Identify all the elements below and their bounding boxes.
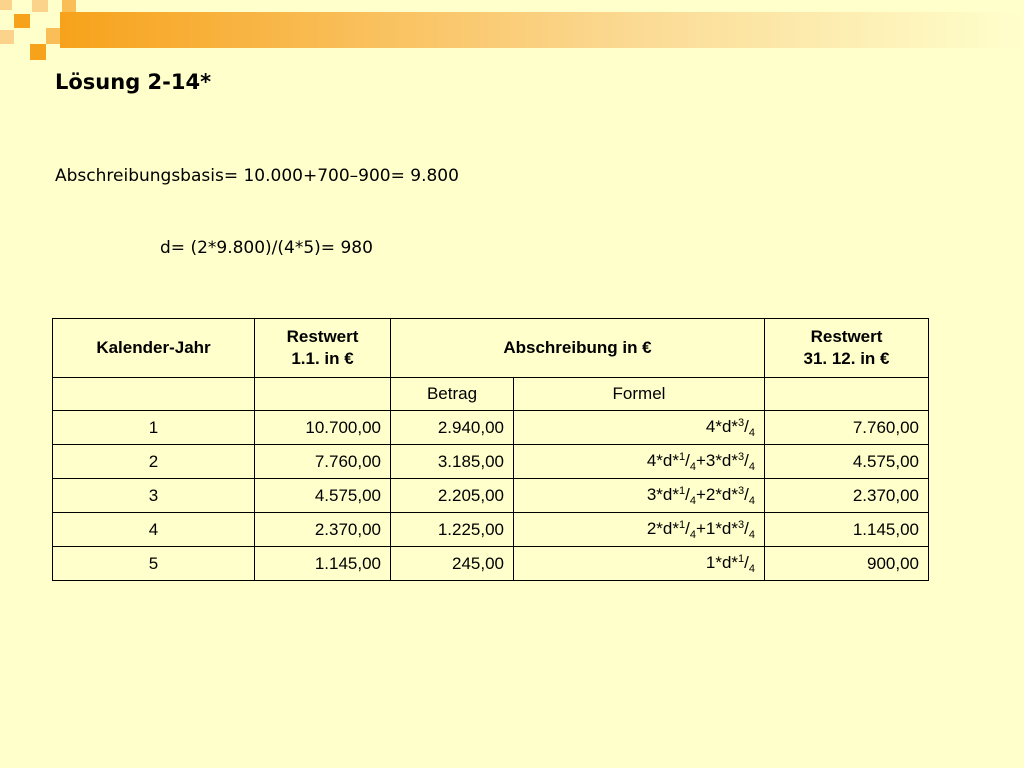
- cell-restwert-start: 1.145,00: [255, 547, 391, 581]
- cell-formel: [514, 445, 765, 479]
- cell-restwert-start: 4.575,00: [255, 479, 391, 513]
- table-row: [53, 513, 929, 547]
- deco-square: [32, 0, 48, 12]
- formula-text: +3*d*: [695, 450, 739, 470]
- cell-betrag: 2.205,00: [391, 479, 514, 513]
- table-body: [53, 411, 929, 581]
- header-restwert-start-line2: 1.1. in €: [291, 349, 354, 368]
- subheader-empty: [255, 378, 391, 411]
- header-band: [0, 0, 1024, 60]
- cell-restwert-end: 7.760,00: [765, 411, 929, 445]
- cell-betrag: 245,00: [391, 547, 514, 581]
- formula-text: +1*d*: [695, 518, 739, 538]
- deco-square: [0, 30, 14, 44]
- cell-formel: [514, 547, 765, 581]
- cell-betrag: 1.225,00: [391, 513, 514, 547]
- cell-restwert-start: 2.370,00: [255, 513, 391, 547]
- subheader-betrag: Betrag: [391, 378, 514, 411]
- formula-subscript: 4: [748, 426, 755, 439]
- formula-subscript: 4: [748, 562, 755, 575]
- table-subheader-row: [53, 378, 929, 411]
- header-abschreibung: Abschreibung in €: [391, 319, 765, 378]
- formula-text: /: [744, 518, 749, 538]
- formula-text: 2*d*: [646, 518, 679, 538]
- formula-text: /: [744, 450, 749, 470]
- cell-restwert-start: 10.700,00: [255, 411, 391, 445]
- formula-superscript: 1: [738, 552, 745, 565]
- deco-square: [30, 44, 46, 60]
- formula-superscript: 1: [678, 450, 686, 463]
- table-row: [53, 547, 929, 581]
- table-row: [53, 411, 929, 445]
- cell-year: 5: [53, 547, 255, 581]
- header-restwert-end-line2: 31. 12. in €: [803, 349, 890, 368]
- formula-superscript: 1: [678, 518, 686, 531]
- formula-superscript: 3: [738, 484, 745, 497]
- formula-text: /: [685, 484, 690, 504]
- cell-restwert-start: 7.760,00: [255, 445, 391, 479]
- formula-subscript: 4: [748, 460, 755, 473]
- cell-restwert-end: 4.575,00: [765, 445, 929, 479]
- cell-formel: [514, 513, 765, 547]
- depreciation-table: [52, 318, 929, 581]
- formula-text: 3*d*: [646, 484, 679, 504]
- formula-text: /: [685, 450, 690, 470]
- formula-subscript: 4: [689, 528, 696, 541]
- formula-text: 1*d*: [705, 552, 739, 572]
- deco-square: [46, 28, 60, 44]
- formula-text: 4*d*: [705, 416, 739, 436]
- cell-year: 2: [53, 445, 255, 479]
- formula-superscript: 3: [738, 416, 745, 429]
- formula-text: /: [744, 416, 749, 436]
- deco-square: [62, 0, 76, 12]
- subheader-empty: [53, 378, 255, 411]
- cell-year: 4: [53, 513, 255, 547]
- slide-title: Lösung 2-14*: [55, 70, 212, 94]
- table-row: [53, 445, 929, 479]
- header-restwert-start-line1: Restwert: [286, 327, 359, 346]
- cell-betrag: 3.185,00: [391, 445, 514, 479]
- formula-text: /: [744, 484, 749, 504]
- d-formula: d= (2*9.800)/(4*5)= 980: [160, 238, 373, 258]
- formula-text: +2*d*: [695, 484, 739, 504]
- cell-restwert-end: 900,00: [765, 547, 929, 581]
- cell-year: 3: [53, 479, 255, 513]
- gradient-band: [60, 12, 1024, 48]
- header-restwert-start: [255, 319, 391, 378]
- cell-restwert-end: 1.145,00: [765, 513, 929, 547]
- formula-text: 4*d*: [646, 450, 679, 470]
- formula-superscript: 3: [738, 518, 745, 531]
- cell-formel: [514, 411, 765, 445]
- table-row: [53, 479, 929, 513]
- cell-year: 1: [53, 411, 255, 445]
- header-year: Kalender-Jahr: [53, 319, 255, 378]
- cell-betrag: 2.940,00: [391, 411, 514, 445]
- formula-subscript: 4: [748, 528, 755, 541]
- deco-square: [14, 14, 30, 28]
- formula-subscript: 4: [748, 494, 755, 507]
- formula-superscript: 1: [678, 484, 686, 497]
- header-restwert-end: [765, 319, 929, 378]
- formula-subscript: 4: [689, 460, 696, 473]
- formula-text: /: [744, 552, 749, 572]
- table-header-row: [53, 319, 929, 378]
- cell-formel: [514, 479, 765, 513]
- header-restwert-end-line1: Restwert: [810, 327, 883, 346]
- formula-superscript: 3: [738, 450, 745, 463]
- deco-square: [0, 0, 12, 10]
- cell-restwert-end: 2.370,00: [765, 479, 929, 513]
- formula-subscript: 4: [689, 494, 696, 507]
- formula-text: /: [685, 518, 690, 538]
- subheader-formel: Formel: [514, 378, 765, 411]
- subheader-empty: [765, 378, 929, 411]
- basis-formula: Abschreibungsbasis= 10.000+700–900= 9.800: [55, 166, 459, 186]
